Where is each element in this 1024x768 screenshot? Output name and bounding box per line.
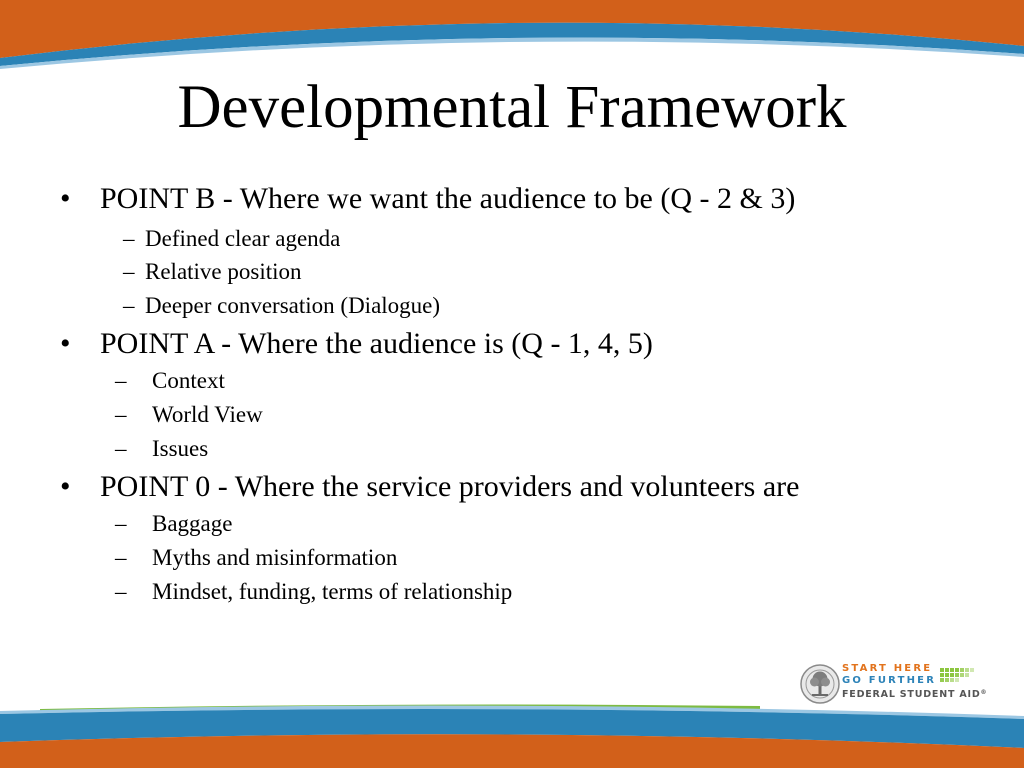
sub-bullet [115, 402, 263, 428]
logo-line-federal-student-aid: FEDERAL STUDENT AID® [842, 689, 988, 700]
sub-bullet [115, 368, 225, 394]
sub-bullet-text: Baggage [152, 511, 233, 536]
bullet-point-a [60, 327, 653, 361]
bullet-icon: • [60, 327, 71, 360]
bullet-text: POINT 0 - Where the service providers and volunteers are [100, 470, 800, 503]
sub-bullet-text: Issues [152, 436, 209, 461]
sub-bullet-text: Relative position [145, 259, 302, 284]
dash-icon: – [115, 579, 127, 604]
sub-bullet-text: Deeper conversation (Dialogue) [145, 293, 441, 318]
department-of-education-seal-icon [800, 664, 840, 704]
sub-bullet-text: World View [152, 402, 263, 427]
logo-line-start-here: START HERE [842, 663, 933, 674]
sub-bullet-text: Defined clear agenda [145, 226, 341, 251]
bullet-text: POINT B - Where we want the audience to be (Q - 2 & 3) [100, 182, 796, 215]
bullet-text: POINT A - Where the audience is (Q - 1, 4, 5) [100, 327, 653, 360]
dash-icon: – [115, 436, 127, 461]
logo-line-go-further: GO FURTHER [842, 675, 937, 686]
sub-bullet [123, 226, 341, 252]
sub-bullet-text: Myths and misinformation [152, 545, 398, 570]
trademark-mark: ® [980, 689, 988, 696]
sub-bullet [123, 259, 302, 285]
sub-bullet [115, 436, 209, 462]
dash-icon: – [115, 402, 127, 427]
sub-bullet-text: Context [152, 368, 225, 393]
bullet-point-b [60, 182, 796, 216]
federal-student-aid-logo [798, 660, 998, 708]
dash-icon: – [123, 293, 135, 318]
sub-bullet [123, 293, 441, 319]
sub-bullet [115, 511, 233, 537]
sub-bullet-text: Mindset, funding, terms of relationship [152, 579, 513, 604]
dash-icon: – [115, 511, 127, 536]
bullet-point-0 [60, 470, 800, 504]
dash-icon: – [115, 368, 127, 393]
slide-title: Developmental Framework [177, 74, 847, 141]
bullet-icon: • [60, 470, 71, 503]
green-pixel-pattern-icon [940, 664, 988, 686]
dash-icon: – [123, 226, 135, 251]
bullet-icon: • [60, 182, 71, 215]
dash-icon: – [123, 259, 135, 284]
sub-bullet [115, 545, 398, 571]
sub-bullet [115, 579, 513, 605]
dash-icon: – [115, 545, 127, 570]
